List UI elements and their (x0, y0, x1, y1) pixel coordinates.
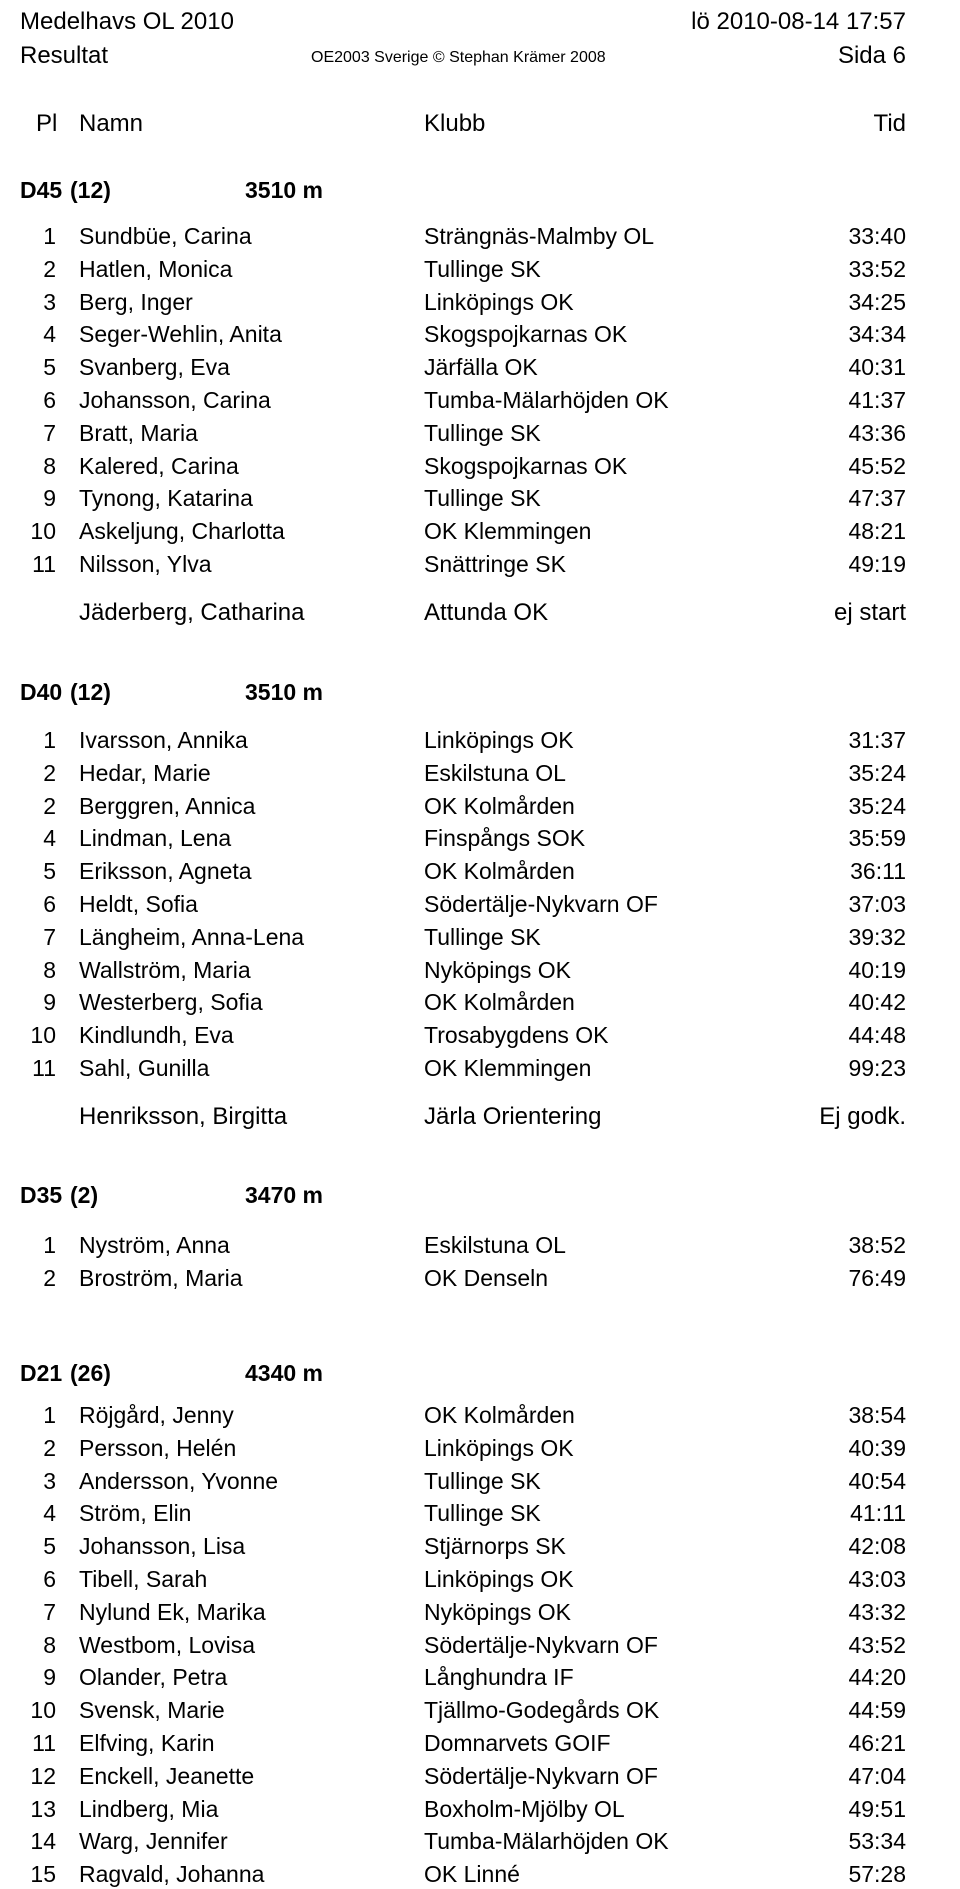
club-name: Linköpings OK (424, 727, 574, 753)
runner-name: Sahl, Gunilla (79, 1055, 210, 1081)
result-row (0, 483, 960, 513)
club-name: Tullinge SK (424, 1467, 541, 1494)
result-row (0, 221, 960, 251)
runner-name: Askeljung, Charlotta (79, 518, 285, 545)
runner-name: Westerberg, Sofia (79, 989, 263, 1016)
club-name: Tullinge SK (424, 485, 541, 512)
result-time: 43:03 (848, 1566, 906, 1592)
result-time: 35:24 (848, 792, 906, 819)
placing: 11 (32, 1730, 56, 1756)
result-time: 49:19 (848, 551, 906, 577)
runner-name: Westbom, Lovisa (79, 1631, 255, 1658)
result-row (0, 1498, 960, 1528)
class-heading (0, 175, 960, 205)
runner-name: Andersson, Yvonne (79, 1467, 279, 1494)
page-number: Sida 6 (837, 42, 906, 69)
club-name: Tullinge SK (424, 1500, 541, 1527)
section-title: Resultat (20, 42, 109, 69)
class-heading (0, 1180, 960, 1210)
result-time: 44:59 (848, 1697, 906, 1724)
placing: 6 (43, 1566, 56, 1592)
runner-name: Nyström, Anna (79, 1232, 230, 1258)
club-name: Långhundra IF (424, 1664, 574, 1691)
club-name: Tumba-Mälarhöjden OK (424, 387, 669, 413)
club-name: Tumba-Mälarhöjden OK (424, 1828, 669, 1855)
club-name: OK Kolmården (424, 792, 575, 819)
runner-name: Warg, Jennifer (79, 1828, 228, 1855)
placing: 4 (43, 825, 56, 852)
result-time: 33:40 (848, 223, 906, 249)
page-header-bottom (0, 42, 960, 72)
placing: 2 (43, 759, 56, 786)
runner-name: Nylund Ek, Marika (79, 1598, 266, 1625)
placing: 1 (43, 1232, 56, 1258)
placing: 8 (43, 452, 56, 479)
result-time: 49:51 (848, 1795, 906, 1822)
result-time: 37:03 (848, 891, 906, 917)
result-time: 44:48 (848, 1022, 906, 1049)
runner-name: Svensk, Marie (79, 1697, 225, 1724)
result-time: 38:54 (848, 1402, 906, 1428)
runner-name: Wallström, Maria (79, 956, 251, 983)
placing: 8 (43, 956, 56, 983)
club-name: Snättringe SK (424, 551, 566, 577)
result-time: 41:37 (848, 387, 906, 413)
result-time: 48:21 (848, 518, 906, 545)
class-code: D35 (20, 1182, 63, 1208)
class-length: 3510 m (245, 679, 324, 705)
result-row (0, 385, 960, 415)
result-time: 40:31 (848, 354, 906, 381)
placing: 6 (43, 891, 56, 917)
class-count: (26) (70, 1360, 111, 1386)
result-time: 36:11 (850, 858, 906, 885)
result-time: 34:34 (848, 321, 906, 348)
club-name: Boxholm-Mjölby OL (424, 1795, 625, 1822)
result-time: 76:49 (848, 1264, 906, 1291)
result-row (0, 955, 960, 985)
result-row (0, 549, 960, 579)
result-row (0, 287, 960, 317)
club-name: Tullinge SK (424, 255, 541, 282)
runner-name: Enckell, Jeanette (79, 1762, 255, 1789)
result-row (0, 889, 960, 919)
result-row (0, 725, 960, 755)
runner-name: Lindman, Lena (79, 825, 232, 852)
result-row (0, 1695, 960, 1725)
club-name: OK Kolmården (424, 858, 575, 885)
placing: 7 (43, 419, 56, 446)
class-length: 4340 m (245, 1360, 324, 1386)
column-header-pl: Pl (36, 110, 58, 137)
placing: 2 (43, 1264, 56, 1291)
placing: 4 (43, 1500, 56, 1527)
placing: 7 (43, 1598, 56, 1625)
runner-name: Hatlen, Monica (79, 255, 233, 282)
result-row (0, 987, 960, 1017)
result-row (0, 922, 960, 952)
club-name: Domnarvets GOIF (424, 1730, 611, 1756)
result-time: 43:32 (848, 1598, 906, 1625)
result-row (0, 1400, 960, 1430)
runner-name: Sundbüe, Carina (79, 223, 252, 249)
column-header-name: Namn (79, 110, 144, 137)
placing: 3 (43, 1467, 56, 1494)
result-row (0, 856, 960, 886)
runner-name: Berggren, Annica (79, 792, 256, 819)
placing: 8 (43, 1631, 56, 1658)
club-name: Finspångs SOK (424, 825, 586, 852)
runner-name: Berg, Inger (79, 288, 193, 315)
runner-name: Jäderberg, Catharina (79, 599, 305, 626)
class-count: (12) (70, 679, 111, 705)
result-row (0, 1433, 960, 1463)
result-time: 42:08 (848, 1533, 906, 1560)
result-time: 43:52 (848, 1631, 906, 1658)
class-heading (0, 1358, 960, 1388)
club-name: OK Klemmingen (424, 518, 592, 545)
result-time: 46:21 (848, 1730, 906, 1756)
placing: 3 (43, 288, 56, 315)
club-name: Nyköpings OK (424, 956, 572, 983)
runner-name: Ström, Elin (79, 1500, 192, 1527)
result-time: 35:59 (848, 825, 906, 852)
runner-name: Henriksson, Birgitta (79, 1103, 288, 1130)
result-row (0, 1859, 960, 1889)
result-time: 40:42 (848, 989, 906, 1016)
placing: 14 (30, 1828, 56, 1855)
placing: 1 (43, 1402, 56, 1428)
result-row (0, 1630, 960, 1660)
result-row (0, 451, 960, 481)
placing: 5 (43, 858, 56, 885)
result-time: 53:34 (848, 1828, 906, 1855)
runner-name: Ragvald, Johanna (79, 1861, 265, 1888)
result-row (0, 791, 960, 821)
placing: 6 (43, 387, 56, 413)
club-name: Södertälje-Nykvarn OF (424, 1631, 658, 1658)
result-row (0, 1020, 960, 1050)
class-code: D21 (20, 1360, 63, 1386)
placing: 11 (32, 551, 56, 577)
result-row (0, 758, 960, 788)
club-name: Södertälje-Nykvarn OF (424, 1762, 658, 1789)
runner-name: Svanberg, Eva (79, 354, 230, 381)
club-name: Nyköpings OK (424, 1598, 572, 1625)
result-time: 38:52 (848, 1232, 906, 1258)
class-heading (0, 677, 960, 707)
runner-name: Kalered, Carina (79, 452, 239, 479)
runner-name: Tibell, Sarah (79, 1566, 208, 1592)
runner-name: Ivarsson, Annika (79, 727, 248, 753)
placing: 9 (43, 485, 56, 512)
result-time: 47:04 (848, 1762, 906, 1789)
placing: 2 (43, 1434, 56, 1461)
result-row (0, 1761, 960, 1791)
result-time: 31:37 (848, 727, 906, 753)
result-row (0, 1564, 960, 1594)
result-time: 99:23 (848, 1055, 906, 1081)
club-name: Skogspojkarnas OK (424, 321, 628, 348)
runner-name: Elfving, Karin (79, 1730, 215, 1756)
club-name: OK Kolmården (424, 1402, 575, 1428)
placing: 1 (43, 223, 56, 249)
result-row (0, 1826, 960, 1856)
result-row (0, 1794, 960, 1824)
class-code: D40 (20, 679, 63, 705)
class-count: (2) (70, 1182, 99, 1208)
result-time: 40:19 (848, 956, 906, 983)
event-title: Medelhavs OL 2010 (20, 8, 234, 35)
runner-name: Eriksson, Agneta (79, 858, 252, 885)
result-row (0, 1531, 960, 1561)
class-code: D45 (20, 177, 63, 203)
club-name: Strängnäs-Malmby OL (424, 223, 655, 249)
runner-name: Johansson, Lisa (79, 1533, 246, 1560)
result-time: 47:37 (848, 485, 906, 512)
club-name: OK Denseln (424, 1264, 549, 1291)
runner-name: Hedar, Marie (79, 759, 211, 786)
placing: 1 (43, 727, 56, 753)
result-row (0, 352, 960, 382)
runner-name: Lindberg, Mia (79, 1795, 219, 1822)
runner-name: Johansson, Carina (79, 387, 271, 413)
placing: 5 (43, 1533, 56, 1560)
page-header-top (0, 8, 960, 38)
placing: 2 (43, 792, 56, 819)
result-row (0, 1466, 960, 1496)
club-name: Södertälje-Nykvarn OF (424, 891, 658, 917)
club-name: Tjällmo-Godegårds OK (424, 1697, 660, 1724)
club-name: Järla Orientering (424, 1103, 602, 1130)
result-row (0, 1662, 960, 1692)
result-time: 57:28 (848, 1861, 906, 1888)
class-count: (12) (70, 177, 111, 203)
result-time: 43:36 (848, 419, 906, 446)
placing: 12 (30, 1762, 56, 1789)
placing: 15 (30, 1861, 56, 1888)
result-row (0, 1728, 960, 1758)
column-header-time: Tid (873, 110, 906, 137)
club-name: OK Kolmården (424, 989, 575, 1016)
result-time: 39:32 (848, 923, 906, 950)
result-status: ej start (833, 599, 906, 626)
placing: 13 (30, 1795, 56, 1822)
runner-name: Kindlundh, Eva (79, 1022, 234, 1049)
result-row (0, 254, 960, 284)
club-name: OK Linné (424, 1861, 520, 1888)
club-name: Stjärnorps SK (424, 1533, 566, 1560)
result-time: 40:54 (848, 1467, 906, 1494)
non-placed-row (0, 598, 960, 628)
result-time: 44:20 (848, 1664, 906, 1691)
club-name: Tullinge SK (424, 419, 541, 446)
club-name: OK Klemmingen (424, 1055, 592, 1081)
result-time: 40:39 (848, 1434, 906, 1461)
runner-name: Längheim, Anna-Lena (79, 923, 305, 950)
runner-name: Tynong, Katarina (79, 485, 253, 512)
placing: 9 (43, 989, 56, 1016)
runner-name: Broström, Maria (79, 1264, 243, 1291)
club-name: Eskilstuna OL (424, 1232, 566, 1258)
result-row (0, 319, 960, 349)
club-name: Attunda OK (424, 599, 549, 626)
runner-name: Heldt, Sofia (79, 891, 198, 917)
runner-name: Persson, Helén (79, 1434, 237, 1461)
result-time: 34:25 (848, 288, 906, 315)
placing: 5 (43, 354, 56, 381)
placing: 7 (43, 923, 56, 950)
placing: 11 (32, 1055, 56, 1081)
placing: 2 (43, 255, 56, 282)
placing: 9 (43, 1664, 56, 1691)
result-status: Ej godk. (819, 1103, 906, 1130)
result-row (0, 1053, 960, 1083)
runner-name: Röjgård, Jenny (79, 1402, 234, 1428)
result-row (0, 418, 960, 448)
result-row (0, 1230, 960, 1260)
result-time: 41:11 (850, 1500, 906, 1527)
club-name: Skogspojkarnas OK (424, 452, 628, 479)
club-name: Trosabygdens OK (424, 1022, 609, 1049)
club-name: Järfälla OK (424, 354, 538, 381)
runner-name: Olander, Petra (79, 1664, 228, 1691)
non-placed-row (0, 1102, 960, 1132)
placing: 4 (43, 321, 56, 348)
club-name: Eskilstuna OL (424, 759, 566, 786)
print-datetime: lö 2010-08-14 17:57 (691, 8, 906, 35)
class-length: 3470 m (245, 1182, 324, 1208)
column-header-club: Klubb (424, 110, 486, 137)
placing: 10 (30, 1697, 56, 1724)
class-length: 3510 m (245, 177, 324, 203)
result-row (0, 1263, 960, 1293)
placing: 10 (30, 1022, 56, 1049)
runner-name: Nilsson, Ylva (79, 551, 212, 577)
result-row (0, 516, 960, 546)
result-time: 33:52 (848, 255, 906, 282)
club-name: Tullinge SK (424, 923, 541, 950)
column-header-row (0, 109, 960, 139)
result-time: 35:24 (848, 759, 906, 786)
runner-name: Seger-Wehlin, Anita (79, 321, 282, 348)
club-name: Linköpings OK (424, 288, 574, 315)
result-row (0, 1597, 960, 1627)
club-name: Linköpings OK (424, 1434, 574, 1461)
club-name: Linköpings OK (424, 1566, 574, 1592)
result-row (0, 823, 960, 853)
runner-name: Bratt, Maria (79, 419, 198, 446)
result-time: 45:52 (848, 452, 906, 479)
software-credit: OE2003 Sverige © Stephan Krämer 2008 (311, 49, 606, 66)
placing: 10 (30, 518, 56, 545)
